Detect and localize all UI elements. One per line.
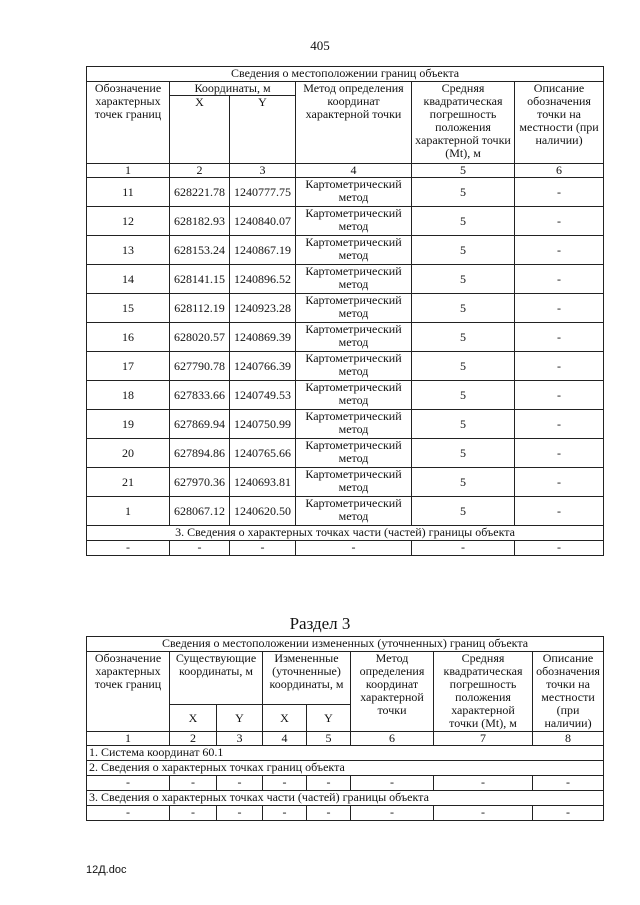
description: - <box>515 265 604 294</box>
coord-y: 1240867.19 <box>230 236 296 265</box>
description: - <box>515 410 604 439</box>
table-row <box>87 236 604 265</box>
point-id: 14 <box>87 265 170 294</box>
error-value: 5 <box>412 352 515 381</box>
empty-cell: - <box>515 541 604 556</box>
point-id: 13 <box>87 236 170 265</box>
empty-cell: - <box>533 806 604 821</box>
column-number: 3 <box>217 732 263 746</box>
coord-x: 627790.78 <box>170 352 230 381</box>
coord-x: 628112.19 <box>170 294 230 323</box>
coord-x: 627869.94 <box>170 410 230 439</box>
coord-x: 627970.36 <box>170 468 230 497</box>
point-id: 17 <box>87 352 170 381</box>
header-description: Описание обозначения точки на местности (при наличии) <box>515 82 604 164</box>
error-value: 5 <box>412 178 515 207</box>
empty-cell: - <box>230 541 296 556</box>
coord-x: 628153.24 <box>170 236 230 265</box>
description: - <box>515 381 604 410</box>
description: - <box>515 178 604 207</box>
table-title: Сведения о местоположении границ объекта <box>87 67 604 82</box>
table-row <box>87 294 604 323</box>
method: Картометрический метод <box>296 207 412 236</box>
method: Картометрический метод <box>296 381 412 410</box>
empty-cell: - <box>307 806 351 821</box>
error-value: 5 <box>412 497 515 526</box>
error-value: 5 <box>412 410 515 439</box>
t2-header-point-designation: Обозначение характерных точек границ <box>87 652 170 732</box>
t2-header-description: Описание обозначения точки на местности (при наличии) <box>533 652 604 732</box>
coord-x: 628221.78 <box>170 178 230 207</box>
empty-cell: - <box>263 806 307 821</box>
method: Картометрический метод <box>296 439 412 468</box>
t2-header-existing-y: Y <box>217 705 263 732</box>
point-id: 21 <box>87 468 170 497</box>
empty-cell: - <box>170 541 230 556</box>
error-value: 5 <box>412 236 515 265</box>
table-row <box>87 410 604 439</box>
method: Картометрический метод <box>296 497 412 526</box>
column-number: 4 <box>263 732 307 746</box>
header-error: Средняя квадратическая погрешность положения характерной точки (Mt), м <box>412 82 515 164</box>
coord-x: 628067.12 <box>170 497 230 526</box>
description: - <box>515 497 604 526</box>
table-row <box>87 178 604 207</box>
coord-x: 627894.86 <box>170 439 230 468</box>
table2-title: Сведения о местоположении измененных (уточненных) границ объекта <box>87 637 604 652</box>
empty-cell: - <box>351 806 434 821</box>
empty-cell: - <box>412 541 515 556</box>
column-number: 8 <box>533 732 604 746</box>
column-number: 2 <box>170 164 230 178</box>
table-row <box>87 497 604 526</box>
method: Картометрический метод <box>296 294 412 323</box>
method: Картометрический метод <box>296 410 412 439</box>
coord-y: 1240749.53 <box>230 381 296 410</box>
empty-cell: - <box>217 776 263 791</box>
description: - <box>515 323 604 352</box>
description: - <box>515 207 604 236</box>
coord-y: 1240869.39 <box>230 323 296 352</box>
table-row <box>87 439 604 468</box>
header-y: Y <box>230 96 296 164</box>
coord-y: 1240840.07 <box>230 207 296 236</box>
section-heading: Раздел 3 <box>289 614 351 633</box>
error-value: 5 <box>412 323 515 352</box>
empty-cell: - <box>87 776 170 791</box>
description: - <box>515 352 604 381</box>
table-row <box>87 323 604 352</box>
empty-cell: - <box>170 806 217 821</box>
point-id: 20 <box>87 439 170 468</box>
coord-y: 1240923.28 <box>230 294 296 323</box>
column-number: 2 <box>170 732 217 746</box>
method: Картометрический метод <box>296 323 412 352</box>
point-id: 15 <box>87 294 170 323</box>
empty-cell: - <box>533 776 604 791</box>
t2-header-method: Метод определения координат характерной точки <box>351 652 434 732</box>
method: Картометрический метод <box>296 265 412 294</box>
method: Картометрический метод <box>296 468 412 497</box>
coord-y: 1240693.81 <box>230 468 296 497</box>
page-number: 405 <box>310 38 330 53</box>
error-value: 5 <box>412 207 515 236</box>
coord-y: 1240777.75 <box>230 178 296 207</box>
empty-cell: - <box>434 806 533 821</box>
t2-header-changed-y: Y <box>307 705 351 732</box>
t2-header-error: Средняя квадратическая погрешность положения характерной точки (Mt), м <box>434 652 533 732</box>
coord-x: 627833.66 <box>170 381 230 410</box>
t2-header-existing-x: X <box>170 705 217 732</box>
t2-header-existing: Существующие координаты, м <box>170 652 263 705</box>
error-value: 5 <box>412 468 515 497</box>
point-id: 12 <box>87 207 170 236</box>
empty-cell: - <box>170 776 217 791</box>
error-value: 5 <box>412 265 515 294</box>
description: - <box>515 439 604 468</box>
file-name: 12Д.doc <box>86 864 127 876</box>
column-number: 3 <box>230 164 296 178</box>
empty-cell: - <box>87 806 170 821</box>
coordinate-system: 1. Система координат 60.1 <box>87 746 604 761</box>
table-row <box>87 468 604 497</box>
column-number: 1 <box>87 732 170 746</box>
error-value: 5 <box>412 439 515 468</box>
empty-cell: - <box>307 776 351 791</box>
coord-x: 628182.93 <box>170 207 230 236</box>
coord-y: 1240765.66 <box>230 439 296 468</box>
column-number: 6 <box>515 164 604 178</box>
column-number: 5 <box>307 732 351 746</box>
point-id: 11 <box>87 178 170 207</box>
coord-y: 1240750.99 <box>230 410 296 439</box>
coord-y: 1240896.52 <box>230 265 296 294</box>
method: Картометрический метод <box>296 352 412 381</box>
table-row <box>87 207 604 236</box>
error-value: 5 <box>412 294 515 323</box>
error-value: 5 <box>412 381 515 410</box>
empty-cell: - <box>434 776 533 791</box>
empty-cell: - <box>217 806 263 821</box>
coord-x: 628020.57 <box>170 323 230 352</box>
description: - <box>515 468 604 497</box>
boundary-table <box>86 66 604 556</box>
description: - <box>515 236 604 265</box>
header-coordinates: Координаты, м <box>170 82 296 96</box>
table-row <box>87 352 604 381</box>
point-id: 1 <box>87 497 170 526</box>
empty-cell: - <box>296 541 412 556</box>
column-number: 1 <box>87 164 170 178</box>
table-row <box>87 381 604 410</box>
column-number: 4 <box>296 164 412 178</box>
changed-boundary-table <box>86 636 604 821</box>
column-number: 5 <box>412 164 515 178</box>
header-method: Метод определения координат характерной точки <box>296 82 412 164</box>
t2-header-changed: Измененные (уточненные) координаты, м <box>263 652 351 705</box>
method: Картометрический метод <box>296 236 412 265</box>
coord-y: 1240620.50 <box>230 497 296 526</box>
method: Картометрический метод <box>296 178 412 207</box>
column-number: 7 <box>434 732 533 746</box>
column-number: 6 <box>351 732 434 746</box>
section-parts-heading: 3. Сведения о характерных точках части (частей) границы объекта <box>87 791 604 806</box>
header-x: X <box>170 96 230 164</box>
empty-cell: - <box>351 776 434 791</box>
section-parts-heading: 3. Сведения о характерных точках части (частей) границы объекта <box>87 526 604 541</box>
empty-cell: - <box>87 541 170 556</box>
coord-x: 628141.15 <box>170 265 230 294</box>
section-points-heading: 2. Сведения о характерных точках границ объекта <box>87 761 604 776</box>
coord-y: 1240766.39 <box>230 352 296 381</box>
point-id: 19 <box>87 410 170 439</box>
point-id: 16 <box>87 323 170 352</box>
description: - <box>515 294 604 323</box>
t2-header-changed-x: X <box>263 705 307 732</box>
table-row <box>87 265 604 294</box>
empty-cell: - <box>263 776 307 791</box>
header-point-designation: Обозначение характерных точек границ <box>87 82 170 164</box>
point-id: 18 <box>87 381 170 410</box>
